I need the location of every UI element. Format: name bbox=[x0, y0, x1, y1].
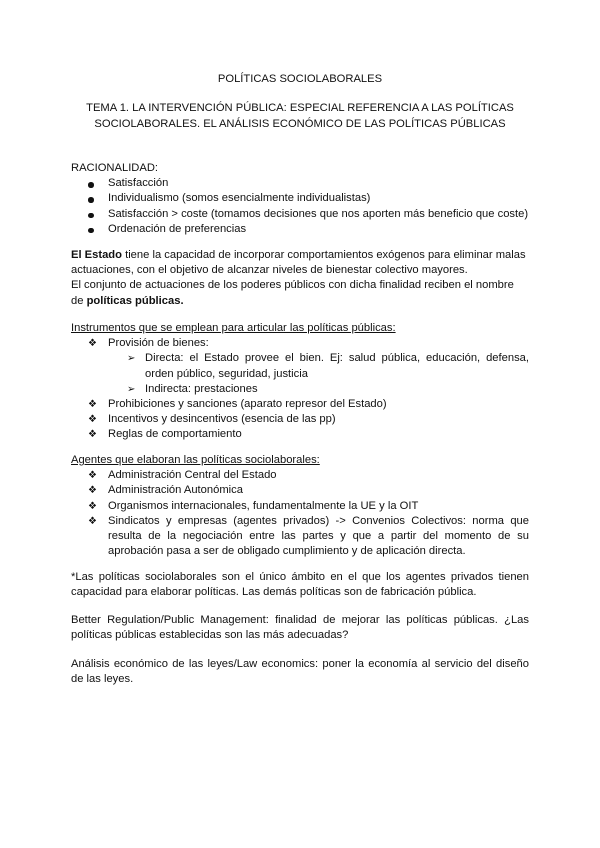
estado-bold-lead: El Estado bbox=[71, 249, 122, 261]
list-item: ❖ Prohibiciones y sanciones (aparato represor del Estado) bbox=[71, 397, 529, 412]
note-better-regulation: Better Regulation/Public Management: finalidad de mejorar las políticas públicas. ¿Las políticas públicas establecidas son las más adecuadas? bbox=[71, 614, 529, 642]
arrow-bullet-icon: ➢ bbox=[127, 353, 136, 365]
racionalidad-list bbox=[71, 176, 529, 237]
bullet-dot-icon bbox=[88, 213, 94, 219]
sub-list-item: ➢ Indirecta: prestaciones bbox=[71, 382, 529, 397]
racionalidad-section bbox=[71, 161, 529, 237]
instrumentos-section bbox=[71, 321, 529, 443]
list-item: Ordenación de preferencias bbox=[71, 222, 529, 237]
diamond-bullet-icon: ❖ bbox=[88, 515, 97, 527]
sub-list-item: ➢ Directa: el Estado provee el bien. Ej: salud pública, educación, defensa, orden público, seguridad, justicia bbox=[127, 352, 529, 380]
diamond-bullet-icon: ❖ bbox=[88, 500, 97, 512]
bullet-dot-icon bbox=[88, 228, 94, 234]
bullet-dot-icon bbox=[88, 197, 94, 203]
list-item: Satisfacción bbox=[71, 176, 529, 191]
document-title: POLÍTICAS SOCIOLABORALES bbox=[217, 73, 383, 85]
bullet-dot-icon bbox=[88, 182, 94, 188]
list-item: ❖ Incentivos y desincentivos (esencia de las pp) bbox=[71, 412, 529, 427]
list-item: Individualismo (somos esencialmente individualistas) bbox=[71, 191, 529, 206]
list-item: ❖ Provisión de bienes: bbox=[71, 336, 529, 351]
agentes-heading: Agentes que elaboran las políticas sociolaborales: bbox=[71, 454, 320, 466]
agentes-list bbox=[71, 468, 529, 559]
politicas-publicas-term: políticas públicas. bbox=[86, 294, 184, 307]
racionalidad-heading: RACIONALIDAD: bbox=[71, 162, 159, 174]
diamond-bullet-icon: ❖ bbox=[88, 485, 97, 497]
note-private-agents: *Las políticas sociolaborales son el único ámbito en el que los agentes privados tienen capacidad para elaborar políticas. Las demás políticas son de fabricación pública. bbox=[71, 571, 529, 599]
instrumentos-heading: Instrumentos que se emplean para articular las políticas públicas: bbox=[71, 322, 396, 334]
estado-paragraph: El Estado tiene la capacidad de incorporar comportamientos exógenos para eliminar malas actuaciones, con el objetivo de alcanzar niveles de bienestar colectivo mayores. El conjunto de actuaciones de los poderes públicos con dicha finalidad reciben el nombre de políticas públicas. bbox=[71, 249, 526, 307]
diamond-bullet-icon: ❖ bbox=[88, 429, 97, 441]
list-item: ❖ Administración Autonómica bbox=[71, 483, 529, 498]
diamond-bullet-icon: ❖ bbox=[88, 399, 97, 411]
list-item: ❖ Sindicatos y empresas (agentes privados) -> Convenios Colectivos: norma que resulta de la negociación entre las partes y que a partir del momento de su aprobación pasa a ser de obligado cumplimiento y de aplicación directa. bbox=[88, 514, 529, 558]
diamond-bullet-icon: ❖ bbox=[88, 338, 97, 350]
diamond-bullet-icon: ❖ bbox=[88, 414, 97, 426]
diamond-bullet-icon: ❖ bbox=[88, 470, 97, 482]
agentes-section bbox=[71, 453, 529, 559]
list-item: ❖ Reglas de comportamiento bbox=[71, 427, 529, 442]
instrumentos-list bbox=[71, 336, 529, 442]
note-law-economics: Análisis económico de las leyes/Law economics: poner la economía al servicio del diseño de las leyes. bbox=[71, 658, 529, 686]
arrow-bullet-icon: ➢ bbox=[127, 383, 136, 395]
list-item: ❖ Organismos internacionales, fundamentalmente la UE y la OIT bbox=[71, 499, 529, 514]
document-subtitle: TEMA 1. LA INTERVENCIÓN PÚBLICA: ESPECIAL REFERENCIA A LAS POLÍTICAS SOCIOLABORALES. EL ANÁLISIS ECONÓMICO DE LAS POLÍTICAS PÚBLICAS bbox=[86, 102, 514, 130]
list-item: ❖ Administración Central del Estado bbox=[71, 468, 529, 483]
list-item: Satisfacción > coste (tomamos decisiones que nos aporten más beneficio que coste) bbox=[71, 207, 529, 222]
